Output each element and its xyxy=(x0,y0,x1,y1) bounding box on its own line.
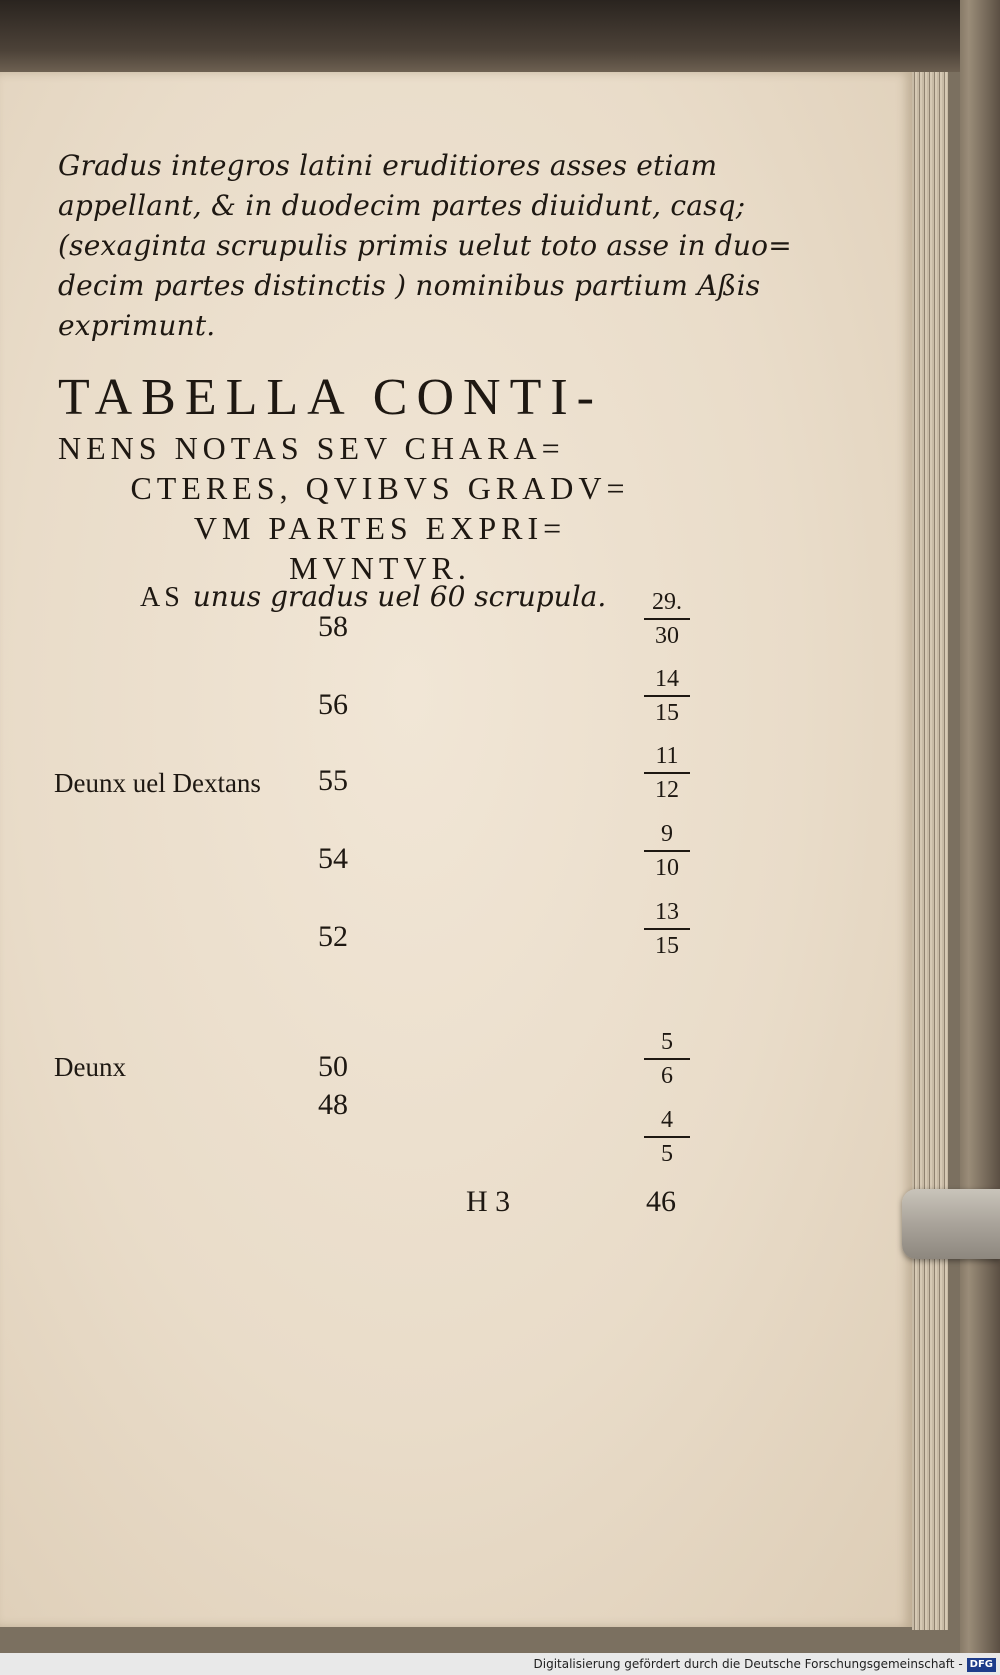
row-fraction xyxy=(640,665,694,727)
row-fraction xyxy=(640,742,694,804)
row-fraction xyxy=(640,588,694,650)
row-value: 56 xyxy=(318,688,348,721)
fraction-denominator: 30 xyxy=(655,623,679,649)
fraction-numerator: 13 xyxy=(655,899,679,925)
fraction-numerator: 29. xyxy=(652,589,682,615)
top-shadow xyxy=(0,0,960,72)
heading-line: VM PARTES EXPRI= xyxy=(193,510,567,546)
fraction-bar xyxy=(644,695,690,697)
row-name: Deunx xyxy=(54,1052,126,1082)
subheading xyxy=(140,580,607,614)
signature-mark: H 3 xyxy=(466,1185,511,1218)
fraction-bar xyxy=(644,1136,690,1138)
credit-text: Digitalisierung gefördert durch die Deutsche Forschungsgemeinschaft - xyxy=(533,1657,963,1671)
heading-line: CTERES, QVIBVS GRADV= xyxy=(130,470,630,506)
intro-paragraph xyxy=(58,146,792,346)
paragraph-line: Gradus integros latini eruditiores asses etiam xyxy=(58,149,718,182)
paragraph-line: appellant, & in duodecim partes diuidunt, casq; xyxy=(58,189,746,222)
page-edges xyxy=(912,60,948,1630)
row-fraction xyxy=(640,898,694,960)
fraction-bar xyxy=(644,1058,690,1060)
row-fraction xyxy=(640,820,694,882)
row-value: 50 xyxy=(318,1050,348,1083)
fraction-numerator: 5 xyxy=(661,1029,673,1055)
row-fraction xyxy=(640,1028,694,1090)
fraction-denominator: 10 xyxy=(655,855,679,881)
subheading-as: AS xyxy=(140,582,184,613)
subheading-text: unus gradus uel 60 scrupula. xyxy=(192,580,607,613)
fraction-denominator: 5 xyxy=(661,1141,673,1167)
fraction-denominator: 15 xyxy=(655,700,679,726)
row-fraction xyxy=(640,1106,694,1168)
fraction-denominator: 6 xyxy=(661,1063,673,1089)
paragraph-line: exprimunt. xyxy=(58,309,216,342)
fraction-numerator: 4 xyxy=(661,1107,673,1133)
book-clasp xyxy=(902,1189,1000,1259)
table-heading xyxy=(50,368,710,588)
fraction-numerator: 14 xyxy=(655,666,679,692)
row-value: 58 xyxy=(318,610,348,643)
heading-line: TABELLA CONTI- xyxy=(58,369,603,426)
fraction-denominator: 15 xyxy=(655,933,679,959)
heading-line: MVNTVR. xyxy=(289,550,471,586)
fraction-numerator: 9 xyxy=(661,821,673,847)
fraction-bar xyxy=(644,772,690,774)
fraction-denominator: 12 xyxy=(655,777,679,803)
row-value: 48 xyxy=(318,1088,348,1121)
credit-bar xyxy=(0,1653,1000,1675)
heading-line: NENS NOTAS SEV CHARA= xyxy=(58,430,565,466)
row-value: 55 xyxy=(318,764,348,797)
row-name: Deunx uel Dextans xyxy=(54,768,261,798)
row-value: 52 xyxy=(318,920,348,953)
fraction-numerator: 11 xyxy=(655,743,679,769)
dfg-logo: DFG xyxy=(967,1658,996,1672)
fraction-bar xyxy=(644,618,690,620)
paragraph-line: decim partes distinctis ) nominibus partium Aßis xyxy=(58,269,761,302)
row-value: 54 xyxy=(318,842,348,875)
fraction-bar xyxy=(644,850,690,852)
fraction-bar xyxy=(644,928,690,930)
paragraph-line: (sexaginta scrupulis primis uelut toto asse in duo= xyxy=(58,229,792,262)
page-number: 46 xyxy=(646,1185,676,1218)
